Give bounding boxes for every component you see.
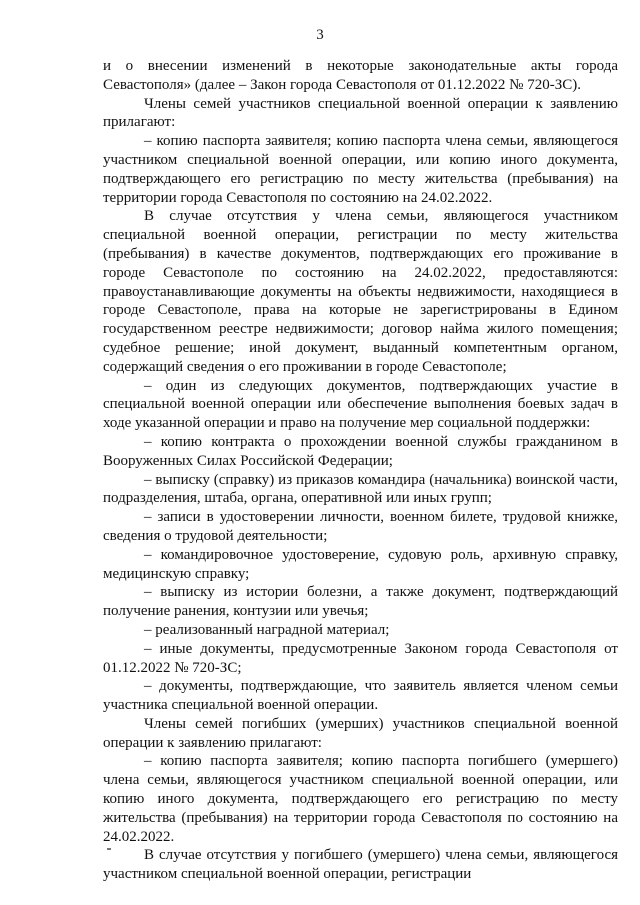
list-item: – реализованный наградной материал;	[144, 621, 390, 638]
paragraph: Члены семей участников специальной военной операции к заявлению прилагают:	[103, 95, 618, 131]
list-item: – выписку из истории болезни, а также документ, подтверждающий получение ранения, контузии или увечья;	[103, 584, 618, 620]
page-number: 3	[316, 27, 324, 43]
document-body	[103, 57, 618, 884]
list-item: – выписку (справку) из приказов командира (начальника) воинской части, подразделения, штаба, органа, оперативной или иных групп;	[103, 471, 618, 507]
list-item: – копию контракта о прохождении военной службы гражданином в Вооруженных Силах Российской Федерации;	[103, 433, 618, 469]
list-item: – командировочное удостоверение, судовую роль, архивную справку, медицинскую справку;	[103, 546, 618, 582]
list-item: – один из следующих документов, подтверждающих участие в специальной военной операции или обеспечение выполнения боевых задач в ходе указанной операции и право на получение мер социальной поддержки:	[103, 377, 618, 432]
list-item: – копию паспорта заявителя; копию паспорта погибшего (умершего) члена семьи, являющегося участником специальной военной операции, или копию иного документа, подтверждающего его регистрацию по месту жительства (пребывания) на территории города Севастополя по состоянию на 24.02.2022.	[103, 753, 618, 845]
list-item: – записи в удостоверении личности, военном билете, трудовой книжке, сведения о трудовой деятельности;	[103, 509, 618, 544]
paragraph: В случае отсутствия у члена семьи, являющегося участником специальной военной операции, регистрации по месту жительства (пребывания) в качестве документов, подтверждающих его проживание в городе Севастополе по состоянию на 24.02.2022, предоставляются: правоустанавливающие документы на объекты недвижимости, находящиеся в городе Севастополе, права на которые не зарегистрированы в Едином государственном реестре недвижимости; договор найма жилого помещения; судебное решение; иной документ, выданный компетентным органом, содержащий сведения о его проживании в городе Севастополе;	[103, 208, 618, 375]
paragraph: В случае отсутствия у погибшего (умершего) члена семьи, являющегося участником специальной военной операции, регистрации	[103, 847, 618, 883]
list-item: – иные документы, предусмотренные Законом города Севастополя от 01.12.2022 № 720-ЗС;	[103, 640, 618, 676]
list-item: – документы, подтверждающие, что заявитель является членом семьи участника специальной военной операции.	[103, 678, 618, 714]
paragraph: и о внесении изменений в некоторые законодательные акты города Севастополя» (далее – Закон города Севастополя от 01.12.2022 № 720-ЗС).	[103, 58, 618, 93]
paragraph: Члены семей погибших (умерших) участников специальной военной операции к заявлению прилагают:	[103, 715, 618, 751]
list-item: – копию паспорта заявителя; копию паспорта члена семьи, являющегося участником специальной военной операции, или копию иного документа, подтверждающего его регистрацию по месту жительства (пребывания) на территории города Севастополя по состоянию на 24.02.2022.	[103, 133, 618, 206]
scan-mark	[107, 848, 111, 850]
